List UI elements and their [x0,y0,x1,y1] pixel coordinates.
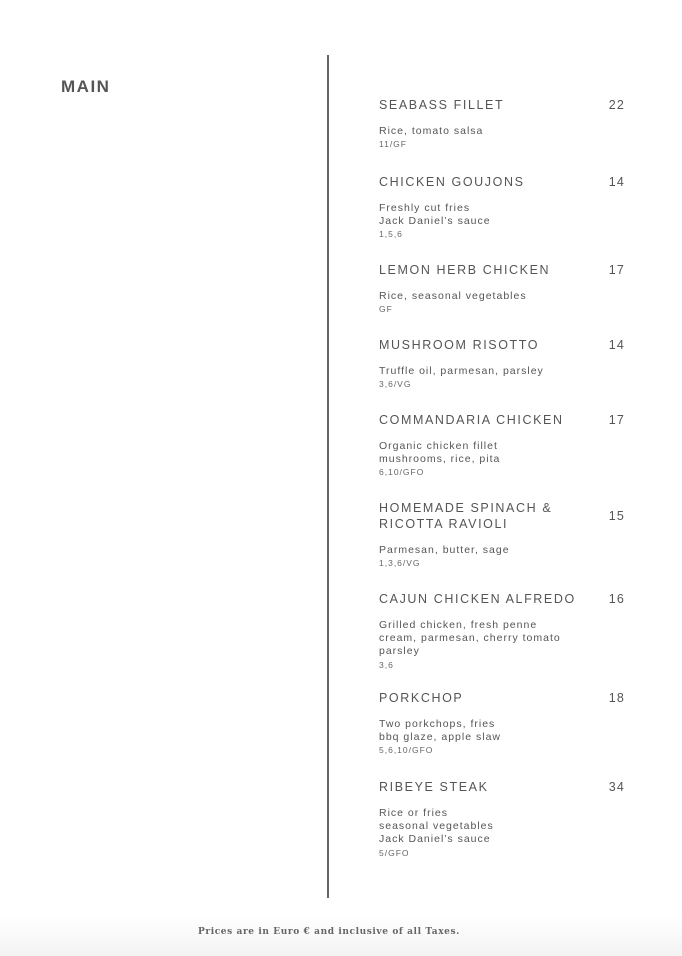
item-description [379,718,629,756]
menu-item [379,412,629,478]
item-description [379,202,629,240]
item-description-line: parsley [379,645,420,658]
vertical-divider [327,55,329,898]
item-description [379,125,629,150]
item-allergens: 3,6/VG [379,379,412,390]
item-price: 17 [608,413,625,427]
item-allergens: 1,3,6/VG [379,558,421,569]
item-name: MUSHROOM RISOTTO [379,338,540,352]
item-name: CHICKEN GOUJONS [379,175,525,189]
item-description-line: bbq glaze, apple slaw [379,731,501,744]
price-note: Prices are in Euro € and inclusive of all Taxes. [198,927,460,937]
item-name: CAJUN CHICKEN ALFREDO [379,592,576,606]
item-allergens: 11/GF [379,139,407,150]
menu-item [379,500,629,569]
item-description-line: Rice, seasonal vegetables [379,290,527,302]
item-name: SEABASS FILLET [379,98,505,112]
item-price: 34 [608,780,625,794]
menu-item [379,262,629,315]
item-description-line: Organic chicken fillet [379,440,498,452]
menu-item [379,97,629,150]
item-description-line: Truffle oil, parmesan, parsley [379,365,544,377]
menu-item [379,174,629,240]
item-name: HOMEMADE SPINACH & RICOTTA RAVIOLI [379,501,553,531]
item-description-line: mushrooms, rice, pita [379,453,501,466]
item-allergens: GF [379,304,393,315]
item-price: 22 [608,98,625,112]
item-description [379,290,629,315]
item-description-line: Jack Daniel’s sauce [379,833,491,846]
item-price: 14 [608,175,625,189]
menu-item [379,591,629,671]
item-description [379,807,629,859]
item-description-line: Rice, tomato salsa [379,125,484,137]
item-name: PORKCHOP [379,691,464,705]
item-allergens: 6,10/GFO [379,467,425,478]
item-description [379,365,629,390]
item-allergens: 1,5,6 [379,229,403,240]
menu-item [379,690,629,756]
item-description-line: cream, parmesan, cherry tomato [379,632,561,645]
item-description-line: Rice or fries [379,807,449,819]
item-price: 15 [608,509,625,523]
item-description-line: Freshly cut fries [379,202,471,214]
item-name: COMMANDARIA CHICKEN [379,413,564,427]
item-allergens: 5/GFO [379,847,410,858]
section-title: MAIN [61,77,111,96]
item-description-line: Grilled chicken, fresh penne [379,619,538,631]
item-description-line: Parmesan, butter, sage [379,544,510,556]
menu-item [379,779,629,859]
item-price: 17 [608,263,625,277]
item-description [379,440,629,478]
item-description [379,619,629,671]
item-price: 18 [608,691,625,705]
menu-item [379,337,629,390]
item-allergens: 3,6 [379,659,394,670]
item-description-line: seasonal vegetables [379,820,494,833]
item-description-line: Two porkchops, fries [379,718,496,730]
item-name: LEMON HERB CHICKEN [379,263,551,277]
item-name: RIBEYE STEAK [379,780,489,794]
item-description-line: Jack Daniel’s sauce [379,215,491,228]
item-price: 16 [608,592,625,606]
item-price: 14 [608,338,625,352]
item-allergens: 5,6,10/GFO [379,745,434,756]
item-description [379,544,629,569]
